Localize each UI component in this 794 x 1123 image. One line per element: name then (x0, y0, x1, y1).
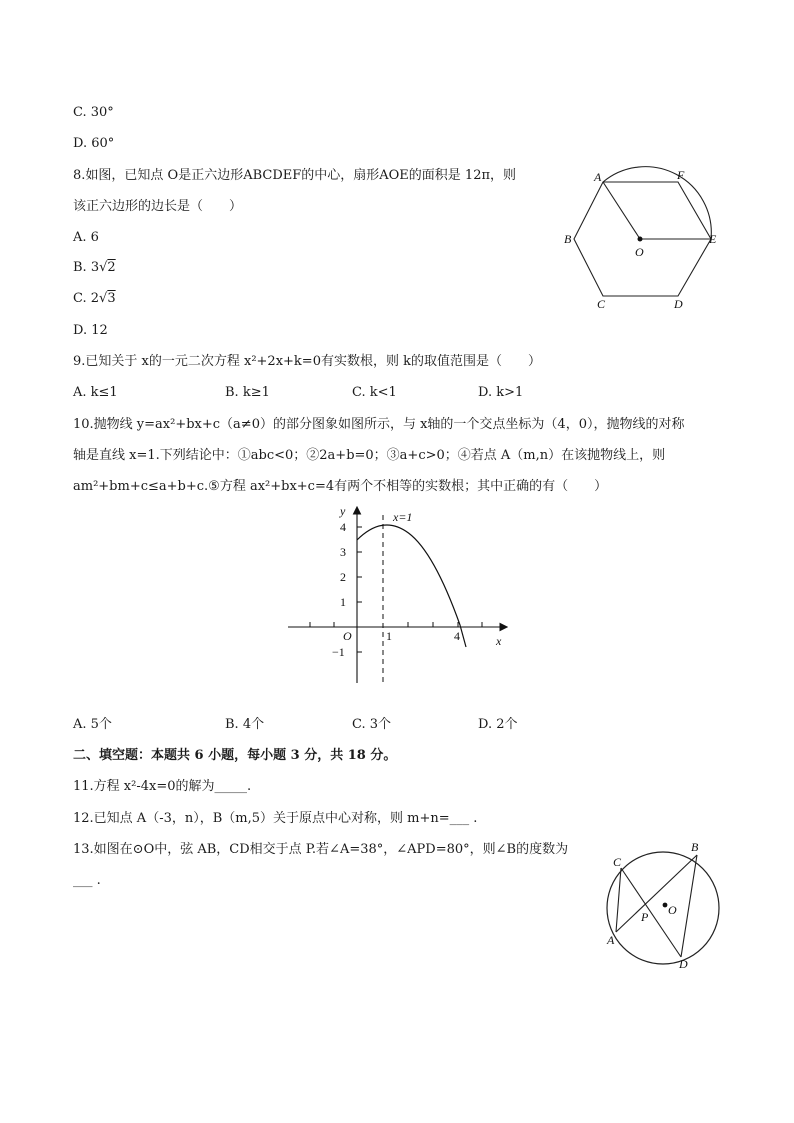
label-b: B (564, 232, 572, 246)
label-a: A (607, 933, 615, 947)
q13-stem-line1: 13.如图在⊙O中，弦 AB，CD相交于点 P.若∠A=38°，∠APD=80°，则∠B的度数为 (73, 842, 569, 857)
q10-option-b: B. 4个 (225, 717, 265, 732)
parabola-curve (357, 525, 466, 647)
y-axis-label: y (340, 504, 346, 518)
q9-option-b: B. k≥1 (225, 385, 270, 400)
q10-option-d: D. 2个 (478, 717, 518, 732)
q10-stem-line3: am²+bm+c≤a+b+c.⑤方程 ax²+bx+c=4有两个不相等的实数根；其中正确的有（ ） (73, 479, 608, 494)
x-axis-label: x (496, 634, 502, 648)
q10-stem-line2: 轴是直线 x=1.下列结论中：①abc<0；②2a+b=0；③a+c>0；④若点 A（m,n）在该抛物线上，则 (73, 448, 666, 463)
section-heading: 二、填空题：本题共 6 小题，每小题 3 分，共 18 分。 (73, 748, 397, 763)
q8-stem-line1: 8.如图，已知点 O是正六边形ABCDEF的中心，扇形AOE的面积是 12π，则 (73, 168, 517, 183)
y-tick-2: 2 (340, 570, 346, 584)
label-b: B (691, 840, 699, 854)
center-dot (663, 903, 668, 908)
label-d: D (674, 297, 683, 311)
circle-figure (595, 835, 735, 975)
arc-ae (603, 167, 711, 239)
q8-option-d: D. 12 (73, 323, 108, 338)
y-tick-neg1: −1 (332, 645, 345, 659)
center-dot (638, 237, 643, 242)
q9-option-c: C. k<1 (352, 385, 397, 400)
q13-stem-line2: ___ . (73, 873, 101, 888)
q10-stem-line1: 10.抛物线 y=ax²+bx+c（a≠0）的部分图象如图所示，与 x轴的一个交点坐标为（4，0），抛物线的对称 (73, 417, 685, 432)
x-tick-4: 4 (454, 629, 460, 643)
q8-option-b-prefix: B. 3 (73, 260, 100, 275)
q8-option-c (73, 291, 116, 307)
parabola-graph (280, 500, 520, 690)
q12-text: 12.已知点 A（-3，n），B（m,5）关于原点中心对称，则 m+n=___ . (73, 811, 478, 826)
q8-stem-line2: 该正六边形的边长是（ ） (73, 199, 243, 214)
q8-option-c-radicand: 3 (107, 291, 116, 306)
q7-option-c: C. 30° (73, 105, 114, 120)
q7-option-d: D. 60° (73, 136, 115, 151)
segment-bd (681, 855, 697, 957)
axis-line-label: x=1 (393, 510, 413, 524)
x-tick-1: 1 (386, 629, 392, 643)
q9-stem: 9.已知关于 x的一元二次方程 x²+2x+k=0有实数根，则 k的取值范围是（ ） (73, 354, 541, 369)
q8-option-a: A. 6 (73, 230, 99, 245)
radical-sign: √ (99, 260, 108, 275)
label-o: O (635, 245, 644, 259)
y-tick-1: 1 (340, 595, 346, 609)
segment-ao (603, 182, 640, 239)
label-o: O (668, 903, 677, 917)
q10-option-a: A. 5个 (73, 717, 112, 732)
q8-option-c-prefix: C. 2 (73, 291, 100, 306)
label-c: C (613, 855, 622, 869)
label-c: C (597, 297, 606, 311)
circle-o (607, 852, 719, 964)
q8-option-b (73, 260, 116, 276)
radical-sign: √ (99, 291, 108, 306)
q9-option-a: A. k≤1 (73, 385, 118, 400)
q11-text: 11.方程 x²-4x=0的解为_____. (73, 779, 252, 794)
y-tick-4: 4 (340, 520, 346, 534)
q9-option-d: D. k>1 (478, 385, 524, 400)
label-e: E (709, 232, 717, 246)
hexagon-figure (560, 165, 730, 315)
y-tick-3: 3 (340, 545, 346, 559)
label-d: D (679, 957, 688, 971)
origin-label: O (343, 629, 352, 643)
segment-ca (616, 868, 621, 932)
label-p: P (641, 910, 649, 924)
q8-option-b-radicand: 2 (107, 260, 116, 275)
label-f: F (677, 168, 685, 182)
q10-option-c: C. 3个 (352, 717, 392, 732)
label-a: A (594, 170, 602, 184)
